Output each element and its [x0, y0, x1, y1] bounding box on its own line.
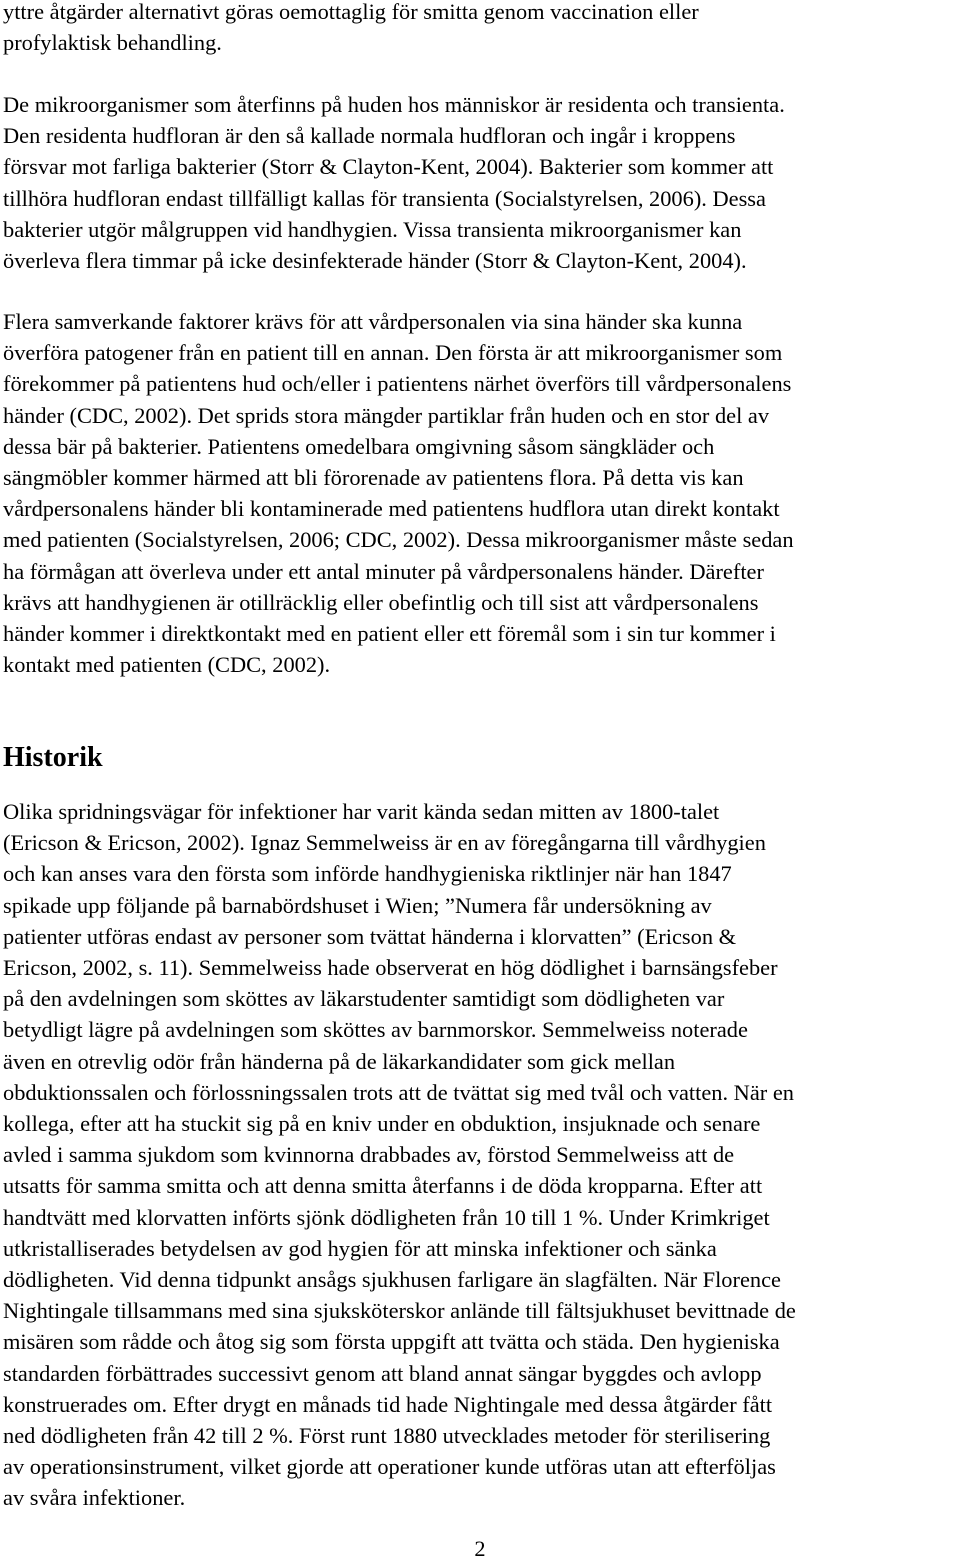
text-line: Den residenta hudfloran är den så kallade normala hudfloran och ingår i kroppens	[3, 123, 736, 149]
text-line: av svåra infektioner.	[3, 1485, 186, 1511]
text-line: ned dödligheten från 42 till 2 %. Först runt 1880 utvecklades metoder för sterilisering	[3, 1423, 771, 1449]
text-line: sängmöbler kommer härmed att bli förorenade av patientens flora. På detta vis kan	[3, 465, 744, 491]
text-line: (Ericson & Ericson, 2002). Ignaz Semmelweiss är en av föregångarna till vårdhygien	[3, 830, 766, 856]
text-line: avled i samma sjukdom som kvinnorna drabbades av, förstod Semmelweiss att de	[3, 1142, 735, 1168]
text-line: förekommer på patientens hud och/eller i patientens närhet överförs till vårdpersonalens	[3, 371, 792, 397]
paragraph-history	[3, 796, 796, 1514]
text-line: med patienten (Socialstyrelsen, 2006; CDC, 2002). Dessa mikroorganismer måste sedan	[3, 527, 794, 553]
text-line: dödligheten. Vid denna tidpunkt ansågs sjukhusen farligare än slagfälten. När Florence	[3, 1267, 781, 1293]
text-line: obduktionssalen och förlossningssalen trots att de tvättat sig med tvål och vatten. När en	[3, 1079, 794, 1105]
text-line: Ericson, 2002, s. 11). Semmelweiss hade observerat en hög dödlighet i barnsängsfeber	[3, 955, 778, 981]
text-line: kontakt med patienten (CDC, 2002).	[3, 652, 331, 678]
text-line: Nightingale tillsammans med sina sjuksköterskor anlände till fältsjukhuset bevittnade de	[3, 1298, 796, 1324]
text-line: av operationsinstrument, vilket gjorde att operationer kunde utföras utan att efterföljas	[3, 1454, 776, 1480]
text-line: bakterier utgör målgruppen vid handhygien. Vissa transienta mikroorganismer kan	[3, 216, 742, 242]
text-line: ha förmågan att överleva under ett antal minuter på vårdpersonalens händer. Därefter	[3, 558, 764, 584]
page-number: 2	[474, 1536, 486, 1561]
section-heading-historik: Historik	[3, 742, 103, 773]
text-line: dessa bär på bakterier. Patientens omedelbara omgivning såsom sängkläder och	[3, 433, 715, 459]
text-line: profylaktisk behandling.	[3, 30, 222, 56]
text-line: överleva flera timmar på icke desinfekterade händer (Storr & Clayton-Kent, 2004).	[3, 248, 747, 274]
paragraph-microorganisms	[3, 89, 785, 276]
text-line: Olika spridningsvägar för infektioner har varit kända sedan mitten av 1800-talet	[3, 799, 720, 824]
text-line: Flera samverkande faktorer krävs för att vårdpersonalen via sina händer ska kunna	[3, 309, 743, 334]
paragraph-transmission-factors	[3, 306, 794, 680]
text-line: även en otrevlig odör från händerna på de läkarkandidater som gick mellan	[3, 1048, 676, 1074]
text-line: konstruerades om. Efter drygt en månads tid hade Nightingale med dessa åtgärder fått	[3, 1391, 773, 1417]
text-line: yttre åtgärder alternativt göras oemottaglig för smitta genom vaccination eller	[3, 0, 699, 24]
paragraph-intro-continuation	[3, 0, 699, 58]
text-line: patienter utföras endast av personer som tvättat händerna i klorvatten” (Ericson &	[3, 923, 737, 949]
text-line: spikade upp följande på barnabördshuset i Wien; ”Numera får undersökning av	[3, 892, 712, 918]
text-line: händer kommer i direktkontakt med en patient eller ett föremål som i sin tur kommer i	[3, 621, 776, 647]
text-line: krävs att handhygienen är otillräcklig eller obefintlig och till sist att vårdpersonalens	[3, 589, 759, 615]
text-line: och kan anses vara den första som införde handhygieniska riktlinjer när han 1847	[3, 861, 732, 887]
text-line: utkristalliserades betydelsen av god hygien för att minska infektioner och sänka	[3, 1235, 717, 1261]
text-line: vårdpersonalens händer bli kontaminerade med patientens hudflora utan direkt kontakt	[3, 496, 780, 522]
text-line: standarden förbättrades successivt genom att bland annat sängar byggdes och avlopp	[3, 1360, 762, 1386]
text-line: kollega, efter att ha stuckit sig på en kniv under en obduktion, insjuknade och senare	[3, 1111, 761, 1137]
text-line: på den avdelningen som sköttes av läkarstudenter samtidigt som dödligheten var	[3, 986, 725, 1012]
text-line: handtvätt med klorvatten införts sjönk dödligheten från 10 till 1 %. Under Krimkriget	[3, 1204, 770, 1230]
text-line: betydligt lägre på avdelningen som sköttes av barnmorskor. Semmelweiss noterade	[3, 1017, 748, 1043]
text-line: misären som rådde och åtog sig som första uppgift att tvätta och städa. Den hygieniska	[3, 1329, 780, 1355]
text-line: händer (CDC, 2002). Det sprids stora mängder partiklar från huden och en stor del av	[3, 402, 770, 428]
text-line: överföra patogener från en patient till en annan. Den första är att mikroorganismer som	[3, 340, 783, 366]
text-line: försvar mot farliga bakterier (Storr & Clayton-Kent, 2004). Bakterier som kommer att	[3, 154, 774, 180]
text-line: utsatts för samma smitta och att denna smitta återfanns i de döda kropparna. Efter att	[3, 1173, 763, 1199]
text-line: De mikroorganismer som återfinns på huden hos människor är residenta och transienta.	[3, 92, 785, 117]
text-line: tillhöra hudfloran endast tillfälligt kallas för transienta (Socialstyrelsen, 2006). Dessa	[3, 185, 766, 211]
